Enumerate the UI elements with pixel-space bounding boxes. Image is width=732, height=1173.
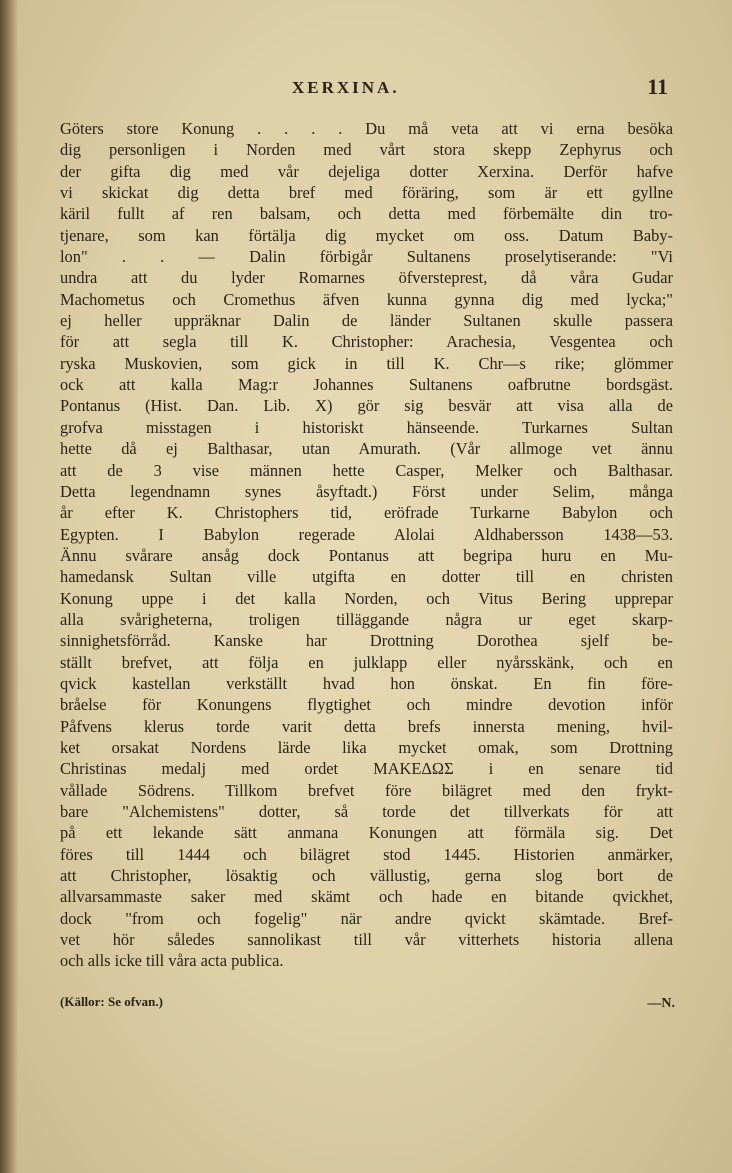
text-line: Påfvens klerus torde varit detta brefs innersta mening, hvil- xyxy=(60,716,673,736)
text-line: Ännu svårare ansåg dock Pontanus att begripa huru en Mu- xyxy=(60,545,673,565)
text-line: att Christopher, lösaktig och vällustig, gerna slog bort de xyxy=(60,866,673,886)
text-line: vet hör således sannolikast till vår vitterhets historia allena xyxy=(60,930,673,950)
text-line: Pontanus (Hist. Dan. Lib. X) gör sig besvär att visa alla de xyxy=(60,396,673,416)
text-line: Egypten. I Babylon regerade Alolai Aldhabersson 1438—53. xyxy=(60,524,673,544)
text-line: hamedansk Sultan ville utgifta en dotter till en christen xyxy=(60,567,673,587)
text-line: allvarsammaste saker med skämt och hade en bitande qvickhet, xyxy=(60,887,673,907)
text-line: bråelse för Konungens flygtighet och mindre devotion inför xyxy=(60,695,673,715)
author-signature: —N. xyxy=(647,996,675,1011)
text-line: alla svårigheterna, troligen tilläggande några ur eget skarp- xyxy=(60,609,673,629)
text-line: Christinas medalj med ordet ΜΑΚΕΔΩΣ i en senare tid xyxy=(60,759,673,779)
text-line: dock "from och fogelig" när andre qvickt skämtade. Bref- xyxy=(60,908,673,928)
text-line: ket orsakat Nordens lärde lika mycket omak, som Drottning xyxy=(60,737,673,757)
text-line: vållade Södrens. Tillkom brefvet före bilägret med den frykt- xyxy=(60,780,673,800)
text-line: att de 3 vise männen hette Casper, Melker och Balthasar. xyxy=(60,460,673,480)
text-line: tjenare, som kan förtälja dig mycket om oss. Datum Baby- xyxy=(60,225,673,245)
text-line: ej heller uppräknar Dalin de länder Sultanen skulle passera xyxy=(60,311,673,331)
text-line: ock att kalla Mag:r Johannes Sultanens oafbrutne bordsgäst. xyxy=(60,375,673,395)
text-line: för att segla till K. Christopher: Arachesia, Vesgentea och xyxy=(60,332,673,352)
text-line: dig personligen i Norden med vårt stora skepp Zephyrus och xyxy=(60,140,673,160)
page-gutter-shadow xyxy=(0,0,18,1173)
text-line: Konung uppe i det kalla Norden, och Vitus Bering upprepar xyxy=(60,588,673,608)
text-line: bare "Alchemistens" dotter, så torde det tillverkats för att xyxy=(60,802,673,821)
text-line: lon" . . — Dalin förbigår Sultanens proselytiserande: "Vi xyxy=(60,247,673,267)
source-note: (Källor: Se ofvan.) xyxy=(60,994,163,1009)
text-line: sinnighetsförråd. Kanske har Drottning Dorothea sjelf be- xyxy=(60,631,673,651)
text-line: hette då ej Balthasar, utan Amurath. (Vår allmoge vet ännu xyxy=(60,439,673,459)
page-footer xyxy=(60,990,675,1014)
text-line: käril fullt af ren balsam, och detta med förbemälte din tro- xyxy=(60,204,673,224)
page-number: 11 xyxy=(647,74,668,99)
text-line: på ett lekande sätt anmana Konungen att förmäla sig. Det xyxy=(60,823,673,843)
text-line: grofva misstagen i historiskt hänseende. Turkarnes Sultan xyxy=(60,417,673,437)
text-line: Detta legendnamn synes åsyftadt.) Först under Selim, många xyxy=(60,481,673,501)
body-text xyxy=(60,118,673,972)
text-line: Göters store Konung . . . . Du må veta att vi erna besöka xyxy=(60,119,673,138)
header-title: XERXINA. xyxy=(292,78,400,97)
text-line: och alls icke till våra acta publica. xyxy=(60,951,284,971)
text-line: vi skickat dig detta bref med föräring, som är ett gyllne xyxy=(60,183,673,203)
text-line: Machometus och Cromethus äfven kunna gynna dig med lycka;" xyxy=(60,289,673,309)
text-line: qvick kastellan verkställt hvad hon önskat. En fin före- xyxy=(60,673,673,693)
text-line: år efter K. Christophers tid, eröfrade Turkarne Babylon och xyxy=(60,503,673,523)
text-line: ryska Muskovien, som gick in till K. Chr—s rike; glömmer xyxy=(60,353,673,373)
text-line: föres till 1444 och bilägret stod 1445. Historien anmärker, xyxy=(60,844,673,864)
text-line: ställt brefvet, att följa en julklapp eller nyårsskänk, och en xyxy=(60,652,673,672)
text-line: der gifta dig med vår dejeliga dotter Xerxina. Derför hafve xyxy=(60,161,673,181)
running-header xyxy=(60,76,672,106)
text-line: undra att du lyder Romarnes öfversteprest, då våra Gudar xyxy=(60,268,673,288)
